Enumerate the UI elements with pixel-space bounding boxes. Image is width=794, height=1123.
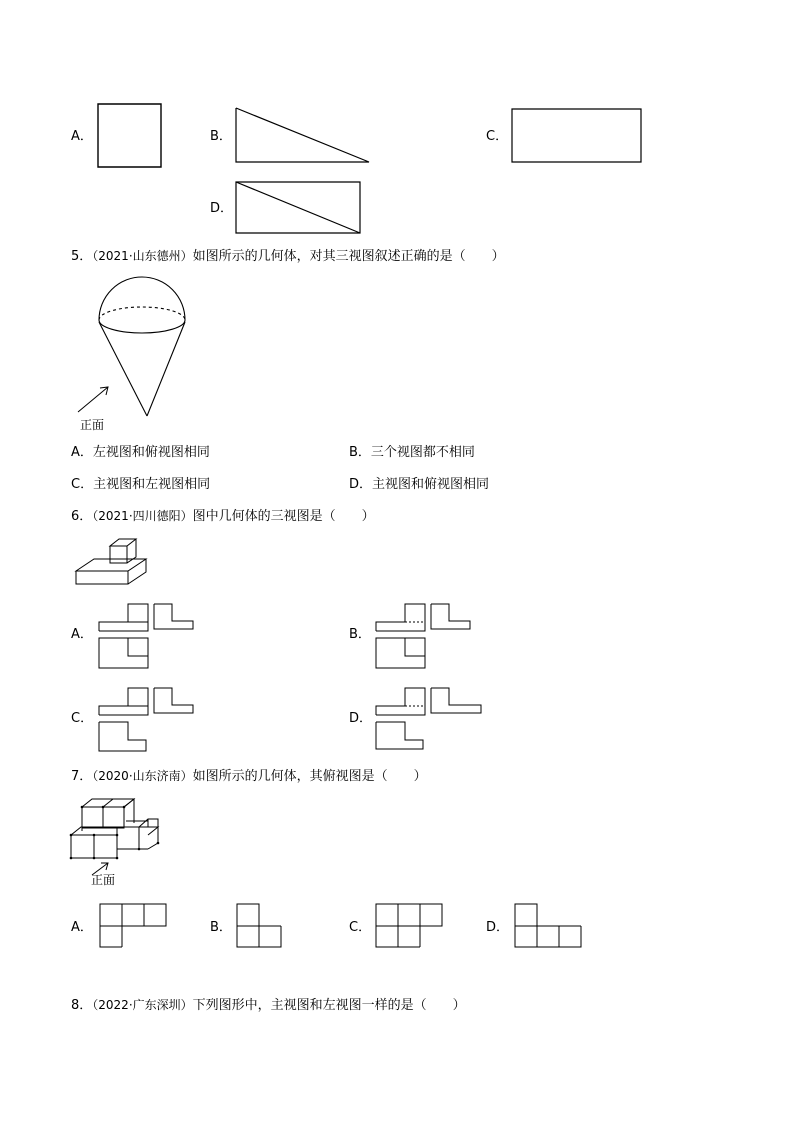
q8-stem-line (71, 997, 466, 1014)
q5-choice-b-letter: B． (349, 445, 371, 460)
q5-choice-a-text: 左视图和俯视图相同 (92, 445, 210, 460)
q6-number: 6． (71, 509, 93, 524)
q5-choice-b[interactable] (349, 445, 475, 461)
q5-stem: 如图所示的几何体，对其三视图叙述正确的是（ ） (192, 249, 505, 264)
q5-stem-line (71, 248, 505, 265)
q5-choice-b-text: 三个视图都不相同 (370, 445, 475, 460)
q6-option-a-label: A． (71, 627, 93, 642)
q7-front-label: 正面 (91, 873, 116, 887)
q6-option-b-views (375, 603, 473, 669)
q5-choice-d-letter: D． (349, 477, 373, 492)
q4-option-b-triangle (235, 107, 372, 164)
q5-front-label: 正面 (80, 418, 105, 432)
q4-option-a-label: A． (71, 129, 93, 144)
q7-number: 7． (71, 769, 93, 784)
q7-option-a-grid (99, 903, 169, 949)
q4-option-d-rectangle-diagonal (235, 181, 362, 235)
q6-option-c-label: C． (71, 711, 94, 726)
q7-stem: 如图所示的几何体，其俯视图是（ ） (192, 769, 427, 784)
q5-hemisphere-cone-figure (70, 276, 190, 422)
q7-option-c-grid (375, 903, 445, 949)
q7-option-a-label: A． (71, 920, 93, 935)
q5-choice-d[interactable] (349, 477, 489, 493)
q8-number: 8． (71, 998, 93, 1013)
q6-option-d-label: D． (349, 711, 373, 726)
q6-source: （2021·四川德阳） (92, 509, 193, 523)
q5-choice-c-letter: C． (71, 477, 94, 492)
q5-choice-d-text: 主视图和俯视图相同 (372, 477, 490, 492)
q6-stem: 图中几何体的三视图是（ ） (192, 509, 375, 524)
q6-option-d-views (375, 687, 485, 753)
q4-option-d-label: D． (210, 201, 234, 216)
q6-option-a-views (98, 603, 196, 669)
q7-option-b-label: B． (210, 920, 232, 935)
q7-option-d-grid (514, 903, 584, 949)
q4-option-c-rectangle (511, 108, 643, 164)
q7-source: （2020·山东济南） (92, 769, 193, 783)
q6-solid-figure (74, 537, 150, 589)
q5-choice-a-letter: A． (71, 445, 93, 460)
q5-number: 5． (71, 249, 93, 264)
q4-option-b-label: B． (210, 129, 232, 144)
q6-stem-line (71, 508, 375, 525)
q7-option-d-label: D． (486, 920, 510, 935)
q6-option-b-label: B． (349, 627, 371, 642)
q5-source: （2021·山东德州） (92, 249, 193, 263)
q7-option-b-grid (236, 903, 284, 949)
q7-option-c-label: C． (349, 920, 372, 935)
q4-option-c-label: C． (486, 129, 509, 144)
q8-stem: 下列图形中，主视图和左视图一样的是（ ） (192, 998, 466, 1013)
q7-cube-stack-figure (70, 795, 162, 885)
q6-option-c-views (98, 687, 196, 753)
q8-source: （2022·广东深圳） (92, 998, 193, 1012)
q5-choice-a[interactable] (71, 445, 210, 461)
q4-option-a-square (97, 103, 163, 169)
q7-stem-line (71, 768, 427, 785)
q5-choice-c-text: 主视图和左视图相同 (93, 477, 211, 492)
q5-choice-c[interactable] (71, 477, 210, 493)
